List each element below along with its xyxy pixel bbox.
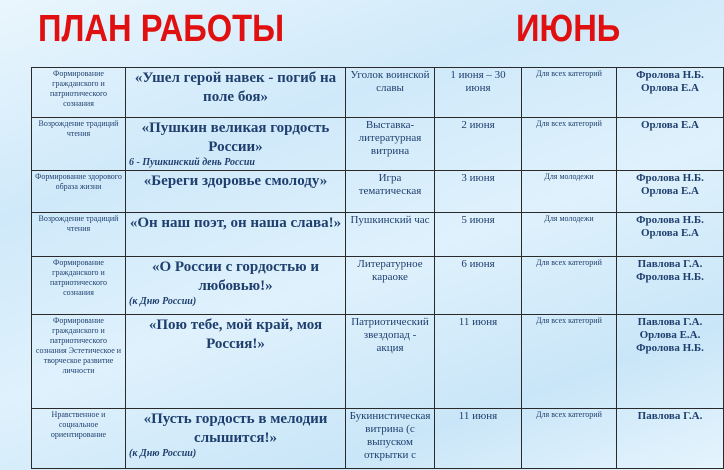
responsible-cell (617, 315, 724, 409)
category-cell: Для молодежи (522, 213, 617, 257)
direction-cell: Формирование гражданского и патриотического сознания (32, 257, 126, 315)
responsible-person: Фролова Н.Б. (636, 172, 704, 184)
direction-cell: Возрождение традиций чтения (32, 118, 126, 171)
event-note: (к Дню России) (129, 296, 197, 307)
direction-cell: Возрождение традиций чтения (32, 213, 126, 257)
event-name-cell (126, 213, 346, 257)
table-row (32, 213, 724, 257)
date-cell: 11 июня (435, 315, 522, 409)
event-name: «Пушкин великая гордость России» (141, 120, 330, 155)
category-cell: Для молодежи (522, 171, 617, 213)
responsible-person: Фролова Н.Б. (636, 69, 704, 81)
date-cell: 2 июня (435, 118, 522, 171)
event-name-cell (126, 315, 346, 409)
direction-cell: Формирование гражданского и патриотического сознания Эстетическое и творческое развитие личности (32, 315, 126, 409)
category-cell: Для всех категорий (522, 257, 617, 315)
responsible-person: Орлова Е.А. (639, 329, 701, 341)
month-title: ИЮНЬ (516, 8, 621, 50)
plan-table-body (32, 68, 724, 469)
event-name: «Он наш поэт, он наша слава!» (129, 215, 342, 231)
direction-cell: Формирование здорового образа жизни (32, 171, 126, 213)
table-row (32, 118, 724, 171)
form-cell: Патриотический звездопад - акция (346, 315, 435, 409)
event-name: «Ушел герой навек - погиб на поле боя» (134, 70, 337, 105)
category-cell: Для всех категорий (522, 68, 617, 118)
responsible-person: Орлова Е.А (640, 119, 700, 131)
responsible-person: Павлова Г.А. (637, 316, 703, 328)
responsible-person: Орлова Е.А (640, 82, 700, 94)
date-cell: 3 июня (435, 171, 522, 213)
responsible-person: Фролова Н.Б. (636, 271, 704, 283)
event-name: «Пусть гордость в мелодии слышится!» (143, 411, 328, 446)
event-name: «Береги здоровье смолоду» (143, 173, 328, 189)
responsible-cell (617, 68, 724, 118)
responsible-person: Фролова Н.Б. (636, 214, 704, 226)
event-name: «Пою тебе, мой край, моя Россия!» (148, 317, 323, 352)
date-cell: 5 июня (435, 213, 522, 257)
table-row (32, 315, 724, 409)
event-note: (к Дню России) (129, 448, 197, 459)
page-title: ПЛАН РАБОТЫ (38, 8, 285, 50)
responsible-person: Павлова Г.А. (637, 410, 703, 422)
table-row (32, 409, 724, 469)
form-cell: Уголок воинской славы (346, 68, 435, 118)
responsible-cell (617, 257, 724, 315)
event-name-cell (126, 171, 346, 213)
event-name-cell (126, 257, 346, 315)
event-note: 6 - Пушкинский день России (129, 157, 255, 168)
date-cell: 11 июня (435, 409, 522, 469)
date-cell: 6 июня (435, 257, 522, 315)
direction-cell: Формирование гражданского и патриотического сознания (32, 68, 126, 118)
form-cell: Пушкинский час (346, 213, 435, 257)
event-name-cell (126, 409, 346, 469)
responsible-person: Орлова Е.А (640, 227, 700, 239)
direction-cell: Нравственное и социальное ориентирование (32, 409, 126, 469)
responsible-cell (617, 171, 724, 213)
form-cell: Букинистическая витрина (с выпуском открытки с (346, 409, 435, 469)
responsible-person: Фролова Н.Б. (636, 342, 704, 354)
table-row (32, 257, 724, 315)
responsible-cell (617, 118, 724, 171)
form-cell: Литературное караоке (346, 257, 435, 315)
event-name-cell (126, 118, 346, 171)
event-name: «О России с гордостью и любовью!» (152, 259, 319, 294)
category-cell: Для всех категорий (522, 118, 617, 171)
responsible-person: Орлова Е.А (640, 185, 700, 197)
form-cell: Игра тематическая (346, 171, 435, 213)
responsible-cell (617, 213, 724, 257)
table-row (32, 68, 724, 118)
table-row (32, 171, 724, 213)
form-cell: Выставка-литературная витрина (346, 118, 435, 171)
responsible-cell (617, 409, 724, 469)
plan-table (31, 67, 724, 469)
event-name-cell (126, 68, 346, 118)
responsible-person: Павлова Г.А. (637, 258, 703, 270)
category-cell: Для всех категорий (522, 409, 617, 469)
category-cell: Для всех категорий (522, 315, 617, 409)
date-cell: 1 июня – 30 июня (435, 68, 522, 118)
